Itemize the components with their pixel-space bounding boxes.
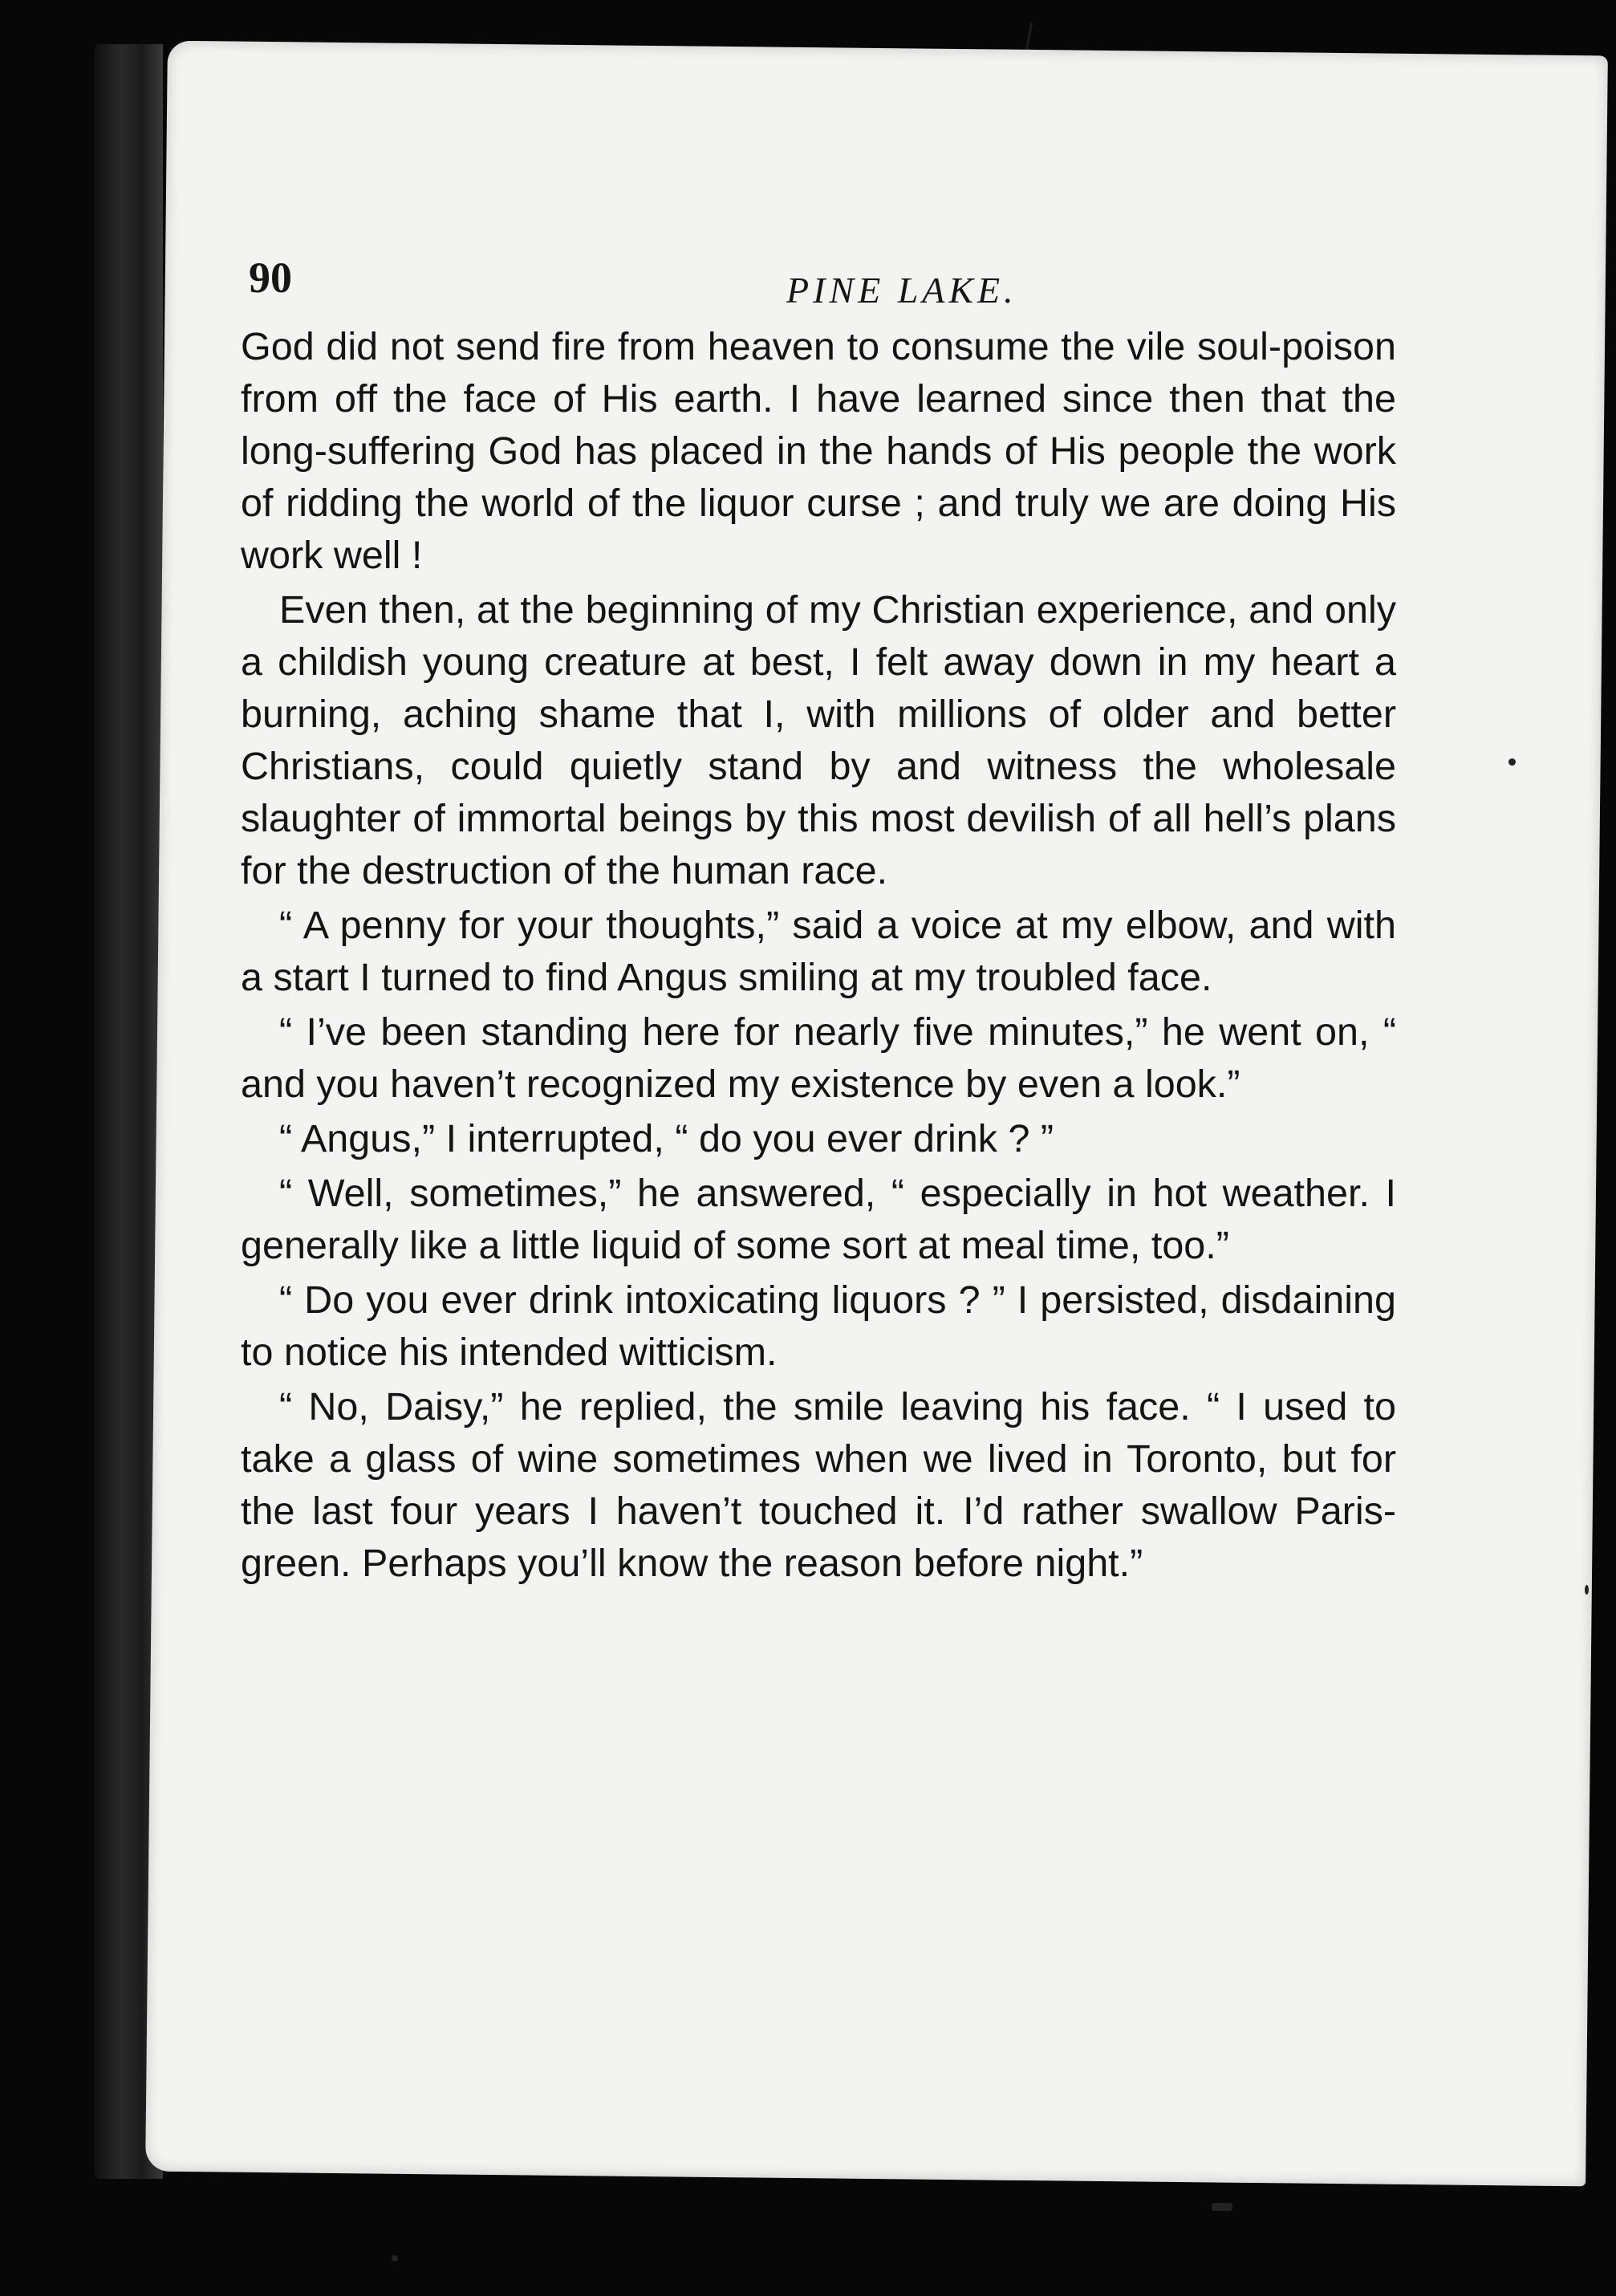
paragraph: “ Do you ever drink intoxicating liquors ? ” I persisted, disdaining to notice his intended witticism. bbox=[241, 1278, 1396, 1374]
paragraph: “ Well, sometimes,” he answered, “ especially in hot weather. I generally like a little liquid of some sort at meal time, too.” bbox=[241, 1172, 1396, 1267]
paragraph: Even then, at the beginning of my Christian experience, and only a childish young creature at best, I felt away down in my heart a burning, aching shame that I, with millions of older and better Christians, could quietly stand by and witness the wholesale slaughter of immortal beings by this most devilish of all hell’s plans for the destruction of the human race. bbox=[241, 588, 1396, 892]
running-head: PINE LAKE. bbox=[786, 270, 1017, 311]
scan-speck bbox=[1585, 1585, 1589, 1595]
page-number: 90 bbox=[249, 254, 292, 302]
page-header bbox=[249, 241, 1388, 313]
paragraph: “ I’ve been standing here for nearly five minutes,” he went on, “ and you haven’t recognized my existence by even a look.” bbox=[241, 1010, 1396, 1106]
paragraph: God did not send fire from heaven to consume the vile soul-poison from off the face of His earth. I have learned since then that the long-suffering God has placed in the hands of His people the work of ridding the world of the liquor curse ; and truly we are doing His work well ! bbox=[241, 325, 1396, 577]
paragraph: “ Angus,” I interrupted, “ do you ever drink ? ” bbox=[279, 1117, 1054, 1160]
scan-speck bbox=[1212, 2203, 1232, 2211]
scan-speck bbox=[392, 2255, 398, 2261]
body-text bbox=[241, 321, 1396, 1592]
paragraph: “ No, Daisy,” he replied, the smile leaving his face. “ I used to take a glass of wine sometimes when we lived in Toronto, but for the last four years I haven’t touched it. I’d rather swallow Paris-green. Perhaps you’ll know the reason before night.” bbox=[241, 1385, 1396, 1585]
paragraph: “ A penny for your thoughts,” said a voice at my elbow, and with a start I turned to find Angus smiling at my troubled face. bbox=[241, 904, 1396, 999]
scan-speck bbox=[1508, 758, 1516, 766]
